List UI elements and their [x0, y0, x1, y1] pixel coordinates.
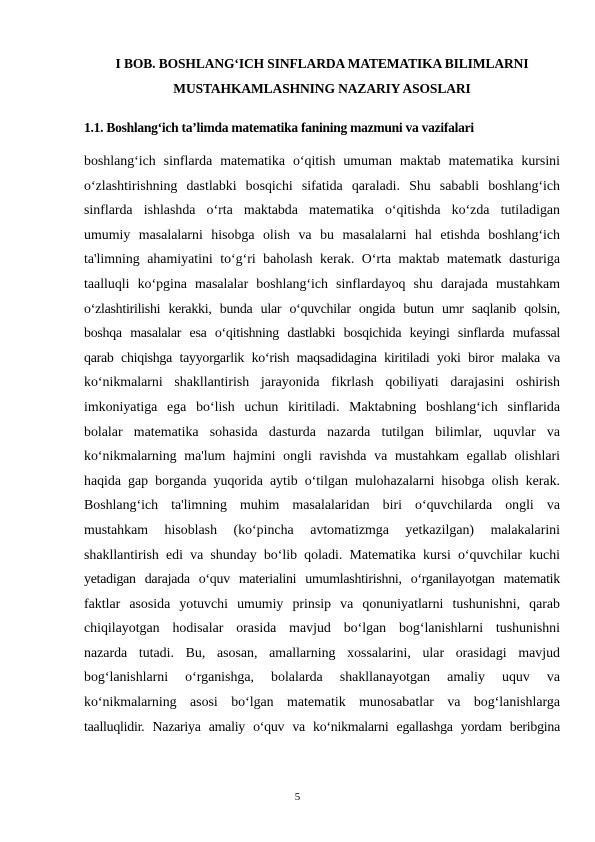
body-line: ko‘nikmalarni shakllantirish jarayonida fikrlash qobiliyati darajasini oshirish: [84, 375, 560, 391]
body-line: taalluqlidir. Nazariya amaliy o‘quv va ko‘nikmalarni egallashga yordam beribgina: [84, 719, 560, 735]
body-line: bog‘lanishlarni o‘rganishga, bolalarda shakllanayotgan amaliy uquv va: [84, 670, 560, 686]
body-line: sinflarda ishlashda o‘rta maktabda matematika o‘qitishda ko‘zda tutiladigan: [84, 203, 560, 219]
body-line: chiqilayotgan hodisalar orasida mavjud bo‘lgan bog‘lanishlarni tushunishni: [84, 621, 560, 637]
body-line: qarab chiqishga tayyorgarlik ko‘rish maqsadidagina kiritiladi yoki biror malaka va: [84, 350, 560, 366]
chapter-title-line-2: MUSTAHKAMLASHNING NAZARIY ASOSLARI: [173, 81, 471, 96]
body-line: umumiy masalalarni hisobga olish va bu masalalarni hal etishda boshlang‘ich: [84, 227, 560, 243]
chapter-title: [84, 51, 560, 101]
body-line: faktlar asosida yotuvchi umumiy prinsip va qonuniyatlarni tushunishni, qarab: [84, 596, 560, 612]
body-line: ta'limning ahamiyatini to‘g‘ri baholash kerak. O‘rta maktab matematk dasturiga: [84, 252, 560, 268]
body-line: taalluqli ko‘pgina masalalar boshlang‘ich sinflardayoq shu darajada mustahkam: [84, 276, 560, 292]
body-line: yetadigan darajada o‘quv materialini umumlashtirishni, o‘rganilayotgan matematik: [84, 572, 560, 588]
body-line: nazarda tutadi. Bu, asosan, amallarning xossalarini, ular orasidagi mavjud: [84, 645, 560, 661]
body-line: shakllantirish edi va shunday bo‘lib qoladi. Matematika kursi o‘quvchilar kuchi: [84, 547, 560, 563]
body-line: o‘zlashtirishning dastlabki bosqichi sifatida qaraladi. Shu sababli boshlang‘ich: [84, 178, 560, 194]
page-number: 5: [294, 791, 301, 803]
body-line: imkoniyatiga ega bo‘lish uchun kiritiladi. Maktabning boshlang‘ich sinflarida: [84, 399, 560, 415]
body-line: mustahkam hisoblash (ko‘pincha avtomatizmga yetkazilgan) malakalarini: [84, 522, 560, 538]
body-line: bolalar matematika sohasida dasturda nazarda tutilgan bilimlar, uquvlar va: [84, 424, 560, 440]
chapter-title-line-1: I BOB. BOSHLANG‘ICH SINFLARDA MATEMATIKA BILIMLARNI: [115, 56, 529, 71]
body-line: boshqa masalalar esa o‘qitishning dastlabki bosqichida keyingi sinflarda mufassal: [84, 326, 560, 342]
body-line: ko‘nikmalarning ma'lum hajmini ongli ravishda va mustahkam egallab olishlari: [84, 449, 560, 465]
section-title: 1.1. Boshlang‘ich ta’limda matematika fanining mazmuni va vazifalari: [84, 120, 474, 135]
body-line: o‘zlashtirilishi kerakki, bunda ular o‘quvchilar ongida butun umr saqlanib qolsin,: [84, 301, 560, 317]
body-line: ko‘nikmalarning asosi bo‘lgan matematik munosabatlar va bog‘lanishlarga: [84, 695, 560, 711]
body-line: boshlang‘ich sinflarda matematika o‘qitish umuman maktab matematika kursini: [84, 154, 560, 169]
body-paragraph: [84, 150, 560, 740]
body-line: Boshlang‘ich ta'limning muhim masalalaridan biri o‘quvchilarda ongli va: [84, 498, 560, 514]
body-line: haqida gap borganda yuqorida aytib o‘tilgan mulohazalarni hisobga olish kerak.: [84, 473, 560, 489]
